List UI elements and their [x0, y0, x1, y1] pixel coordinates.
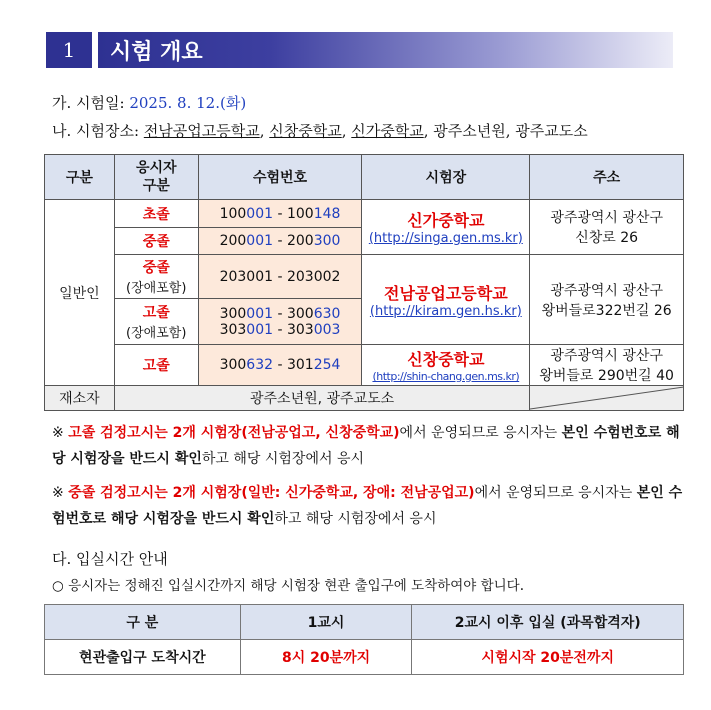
site-name: 신창중학교: [407, 350, 485, 369]
site-cell: [362, 345, 530, 386]
num-part: 001: [246, 233, 274, 249]
num-part: 200: [286, 233, 314, 249]
note-text: 에서 운영되므로 응시자는: [399, 425, 562, 441]
num-part: 001: [246, 205, 274, 222]
num-part: 300: [286, 305, 314, 322]
num-sep: -: [273, 321, 287, 338]
exam-place-2: 신창중학교: [269, 122, 342, 140]
section-title: 시험 개요: [98, 32, 673, 68]
num-part: 300: [219, 305, 247, 322]
th-period-2: 2교시 이후 입실 (과목합격자): [412, 605, 684, 640]
th-site: 시험장: [362, 155, 530, 200]
num-part: 630: [313, 305, 341, 322]
exam-place-line: [52, 120, 588, 141]
num-part: 300: [219, 357, 247, 373]
grade-sub: (장애포함): [126, 326, 187, 341]
num-part: 632: [246, 357, 274, 373]
exam-number-cell: [198, 228, 362, 255]
num-part: 100: [219, 205, 247, 222]
entry-time-p1: 8시 20분까지: [240, 640, 412, 675]
grade-sub: (장애포함): [126, 281, 187, 296]
grade-cell: [114, 255, 198, 299]
note-red: 중졸 검정고시는 2개 시험장(일반: 신가중학교, 장애: 전남공업고): [68, 485, 475, 501]
site-cell: [362, 200, 530, 255]
entry-row-label: 현관출입구 도착시간: [45, 640, 241, 675]
grade-cell: [114, 299, 198, 345]
exam-date-line: [52, 92, 246, 113]
note-text: 하고 해당 시험장에서 응시: [201, 451, 364, 467]
note-mark: ※: [52, 485, 69, 501]
grade-label: 중졸: [142, 260, 170, 276]
num-part: 254: [313, 357, 341, 373]
category-general: 일반인: [45, 200, 115, 386]
num-part: 200: [219, 233, 247, 249]
num-part: 001: [246, 321, 274, 338]
address-cell: [530, 345, 684, 386]
exam-date-label: 가. 시험일:: [52, 94, 130, 112]
sep: ,: [259, 122, 270, 140]
address-cell: [530, 200, 684, 255]
site-name: 전남공업고등학교: [384, 283, 508, 303]
address-line: 신창로 26: [575, 230, 639, 246]
exam-date-value: 2025. 8. 12.(화): [129, 94, 247, 112]
num-sep: -: [273, 305, 287, 322]
note-bold: 본인 수험번호로 해당 시험장을 반드시 확인: [52, 485, 683, 527]
inmate-address-empty: [530, 386, 684, 411]
num-part: 301: [286, 357, 314, 373]
th-address: 주소: [530, 155, 684, 200]
entry-time-table: [44, 604, 684, 675]
grade-cell: 고졸: [114, 345, 198, 386]
site-url[interactable]: (http://shin-chang.gen.ms.kr): [372, 370, 520, 383]
section-number: 1: [46, 32, 92, 68]
th-entry-category: 구 분: [45, 605, 241, 640]
grade-cell: 중졸: [114, 228, 198, 255]
site-url[interactable]: (http://kiram.gen.hs.kr): [369, 303, 522, 319]
entry-time-p2: 시험시작 20분전까지: [412, 640, 684, 675]
site-url[interactable]: (http://singa.gen.ms.kr): [368, 231, 523, 246]
note-1: [52, 420, 692, 472]
num-part: 100: [286, 205, 314, 222]
exam-place-label: 나. 시험장소:: [52, 122, 144, 140]
num-part: 148: [313, 205, 341, 222]
th-exam-number: 수험번호: [198, 155, 362, 200]
th-category: 구분: [45, 155, 115, 200]
address-cell: [530, 255, 684, 345]
address-line: 왕버들로 290번길 40: [539, 368, 674, 384]
num-sep: -: [273, 205, 287, 222]
grade-label: 고졸: [142, 305, 170, 321]
entry-heading: 다. 입실시간 안내: [52, 550, 168, 568]
site-name: 신가중학교: [407, 211, 485, 230]
num-part: 003: [313, 321, 341, 338]
num-part: 303: [219, 321, 247, 338]
num-part: 303: [286, 321, 314, 338]
category-inmate: 재소자: [45, 386, 115, 411]
address-line: 광주광역시 광산구: [550, 282, 663, 299]
sep: ,: [341, 122, 352, 140]
note-2: [52, 480, 692, 532]
exam-site-table: [44, 154, 684, 411]
exam-place-3: 신가중학교: [351, 122, 424, 140]
exam-number-cell: 203001 - 203002: [198, 255, 362, 299]
entry-desc: ○ 응시자는 정해진 입실시간까지 해당 시험장 현관 출입구에 도착하여야 합니다.: [52, 578, 525, 594]
th-applicant: 응시자 구분: [114, 155, 198, 200]
note-red: 고졸 검정고시는 2개 시험장(전남공업고, 신창중학교): [68, 425, 400, 441]
address-line: 광주광역시 광산구: [550, 210, 663, 226]
num-sep: -: [273, 233, 287, 249]
num-part: 001: [246, 305, 274, 322]
num-part: 300: [313, 233, 341, 249]
note-mark: ※: [52, 425, 69, 441]
site-cell: [362, 255, 530, 345]
exam-number-cell: [198, 200, 362, 228]
exam-number-cell: [198, 299, 362, 345]
address-line: 왕버들로322번길 26: [541, 302, 672, 319]
note-bold: 본인 수험번호로 해당 시험장을 반드시 확인: [52, 425, 680, 467]
exam-number-cell: [198, 345, 362, 386]
address-line: 광주광역시 광산구: [550, 348, 663, 364]
note-text: 하고 해당 시험장에서 응시: [274, 511, 437, 527]
diagonal-slash: [530, 386, 683, 410]
grade-cell: 초졸: [114, 200, 198, 228]
th-period-1: 1교시: [240, 605, 412, 640]
inmate-sites: 광주소년원, 광주교도소: [114, 386, 529, 411]
note-text: 에서 운영되므로 응시자는: [474, 485, 637, 501]
exam-place-1: 전남공업고등학교: [143, 122, 260, 140]
num-sep: -: [273, 357, 287, 373]
exam-place-tail: , 광주소년원, 광주교도소: [423, 122, 588, 140]
